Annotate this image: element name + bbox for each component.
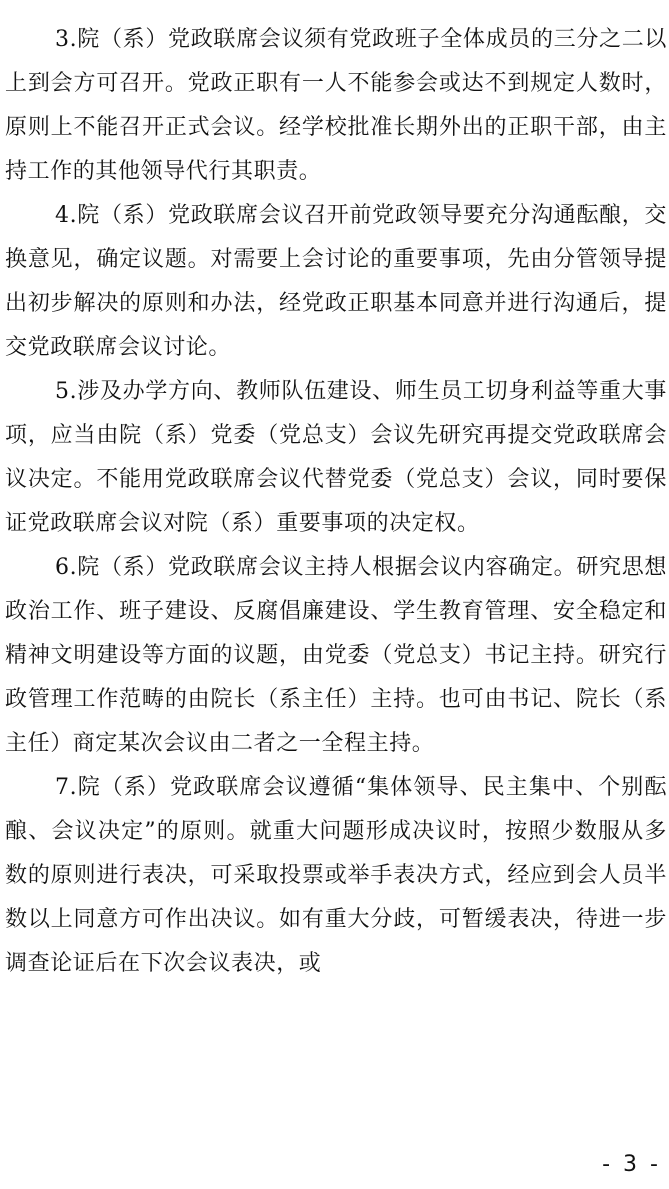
paragraph-item-5: 5.涉及办学方向、教师队伍建设、师生员工切身利益等重大事项，应当由院（系）党委（党总支）会议先研究再提交党政联席会议决定。不能用党政联席会议代替党委（党总支）会议，同时要保证党政联席会议对院（系）重要事项的决定权。 <box>5 379 667 536</box>
paragraph-item-6: 6.院（系）党政联席会议主持人根据会议内容确定。研究思想政治工作、班子建设、反腐倡廉建设、学生教育管理、安全稳定和精神文明建设等方面的议题，由党委（党总支）书记主持。研究行政管理工作范畴的由院长（系主任）主持。也可由书记、院长（系主任）商定某次会议由二者之一全程主持。 <box>5 555 667 756</box>
body-text <box>5 18 667 986</box>
paragraph-item-4: 4.院（系）党政联席会议召开前党政领导要充分沟通酝酿，交换意见，确定议题。对需要上会讨论的重要事项，先由分管领导提出初步解决的原则和办法，经党政正职基本同意并进行沟通后，提交党政联席会议讨论。 <box>5 203 667 360</box>
paragraph-item-7: 7.院（系）党政联席会议遵循“集体领导、民主集中、个别酝酿、会议决定”的原则。就重大问题形成决议时，按照少数服从多数的原则进行表决，可采取投票或举手表决方式，经应到会人员半数以上同意方可作出决议。如有重大分歧，可暂缓表决，待进一步调查论证后在下次会议表决，或 <box>5 775 667 976</box>
paragraph-item-3: 3.院（系）党政联席会议须有党政班子全体成员的三分之二以上到会方可召开。党政正职有一人不能参会或达不到规定人数时，原则上不能召开正式会议。经学校批准长期外出的正职干部，由主持工作的其他领导代行其职责。 <box>5 27 667 184</box>
page-number: - 3 - <box>602 1152 661 1177</box>
